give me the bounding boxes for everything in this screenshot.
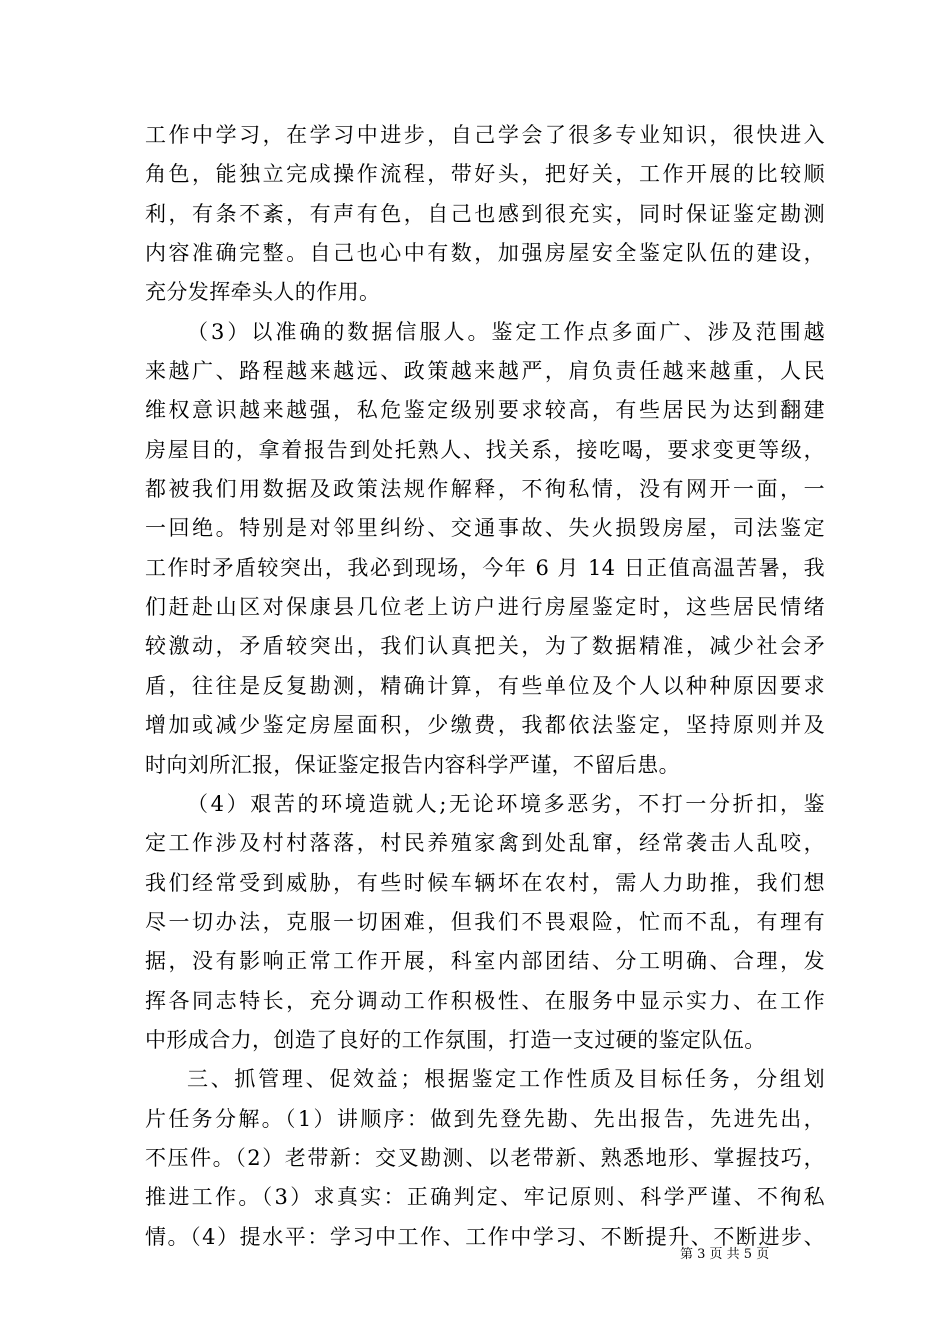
text-line: 我们经常受到威胁，有些时候车辆坏在农村，需人力助推，我们想 [145, 870, 825, 895]
text-line: 挥各同志特长，充分调动工作积极性、在服务中显示实力、在工作 [145, 988, 825, 1013]
text-line: 工作中学习，在学习中进步，自己学会了很多专业知识，很快进入 [145, 123, 825, 147]
text-line: 们赶赴山区对保康县几位老上访户进行房屋鉴定时，这些居民情绪 [145, 595, 825, 620]
text-line: 维权意识越来越强，私危鉴定级别要求较高，有些居民为达到翻建 [145, 398, 825, 423]
paragraph-start-line: （3）以准确的数据信服人。鉴定工作点多面广、涉及范围越 [187, 319, 825, 344]
text-line: 房屋目的，拿着报告到处托熟人、找关系，接吃喝，要求变更等级， [145, 437, 825, 462]
text-line: 一回绝。特别是对邻里纠纷、交通事故、失火损毁房屋，司法鉴定 [145, 516, 825, 541]
text-line: 增加或减少鉴定房屋面积，少缴费，我都依法鉴定，坚持原则并及 [145, 713, 825, 738]
text-line: 都被我们用数据及政策法规作解释，不徇私情，没有网开一面，一 [145, 477, 825, 502]
page-number: 第 3 页 共 5 页 [680, 1247, 770, 1262]
text-line: 尽一切办法，克服一切困难，但我们不畏艰险，忙而不乱，有理有 [145, 909, 825, 934]
text-line: 较激动，矛盾较突出，我们认真把关，为了数据精准，减少社会矛 [145, 634, 825, 659]
text-line: 据，没有影响正常工作开展，科室内部团结、分工明确、合理，发 [145, 949, 825, 974]
text-line: 中形成合力，创造了良好的工作氛围，打造一支过硬的鉴定队伍。 [145, 1027, 766, 1052]
text-line: 工作时矛盾较突出，我必到现场，今年 6 月 14 日正值高温苦暑，我 [145, 555, 825, 580]
text-line: 内容准确完整。自己也心中有数，加强房屋安全鉴定队伍的建设， [145, 241, 825, 266]
text-line: 盾，往往是反复勘测，精确计算，有些单位及个人以种种原因要求 [145, 673, 825, 698]
text-line: 来越广、路程越来越远、政策越来越严，肩负责任越来越重，人民 [145, 359, 825, 384]
text-line: 情。（4）提水平：学习中工作、工作中学习、不断提升、不断进步、 [145, 1224, 825, 1249]
text-line: 角色，能独立完成操作流程，带好头，把好关，工作开展的比较顺 [145, 162, 825, 187]
body-text [145, 116, 825, 1257]
text-line: 不压件。（2）老带新：交叉勘测、以老带新、熟悉地形、掌握技巧， [145, 1145, 825, 1170]
paragraph-start-line: 三、抓管理、促效益；根据鉴定工作性质及目标任务，分组划 [187, 1067, 825, 1092]
text-line: 时向刘所汇报，保证鉴定报告内容科学严谨，不留后患。 [145, 752, 680, 777]
text-line: 利，有条不紊，有声有色，自己也感到很充实，同时保证鉴定勘测 [145, 201, 825, 226]
text-line: 充分发挥牵头人的作用。 [145, 280, 381, 305]
text-line: 片任务分解。（1）讲顺序：做到先登先勘、先出报告，先进先出， [145, 1106, 825, 1131]
text-line: 定工作涉及村村落落，村民养殖家禽到处乱窜，经常袭击人乱咬， [145, 831, 825, 856]
paragraph-start-line: （4）艰苦的环境造就人;无论环境多恶劣，不打一分折扣，鉴 [187, 791, 825, 816]
text-line: 推进工作。（3）求真实：正确判定、牢记原则、科学严谨、不徇私 [145, 1185, 825, 1210]
